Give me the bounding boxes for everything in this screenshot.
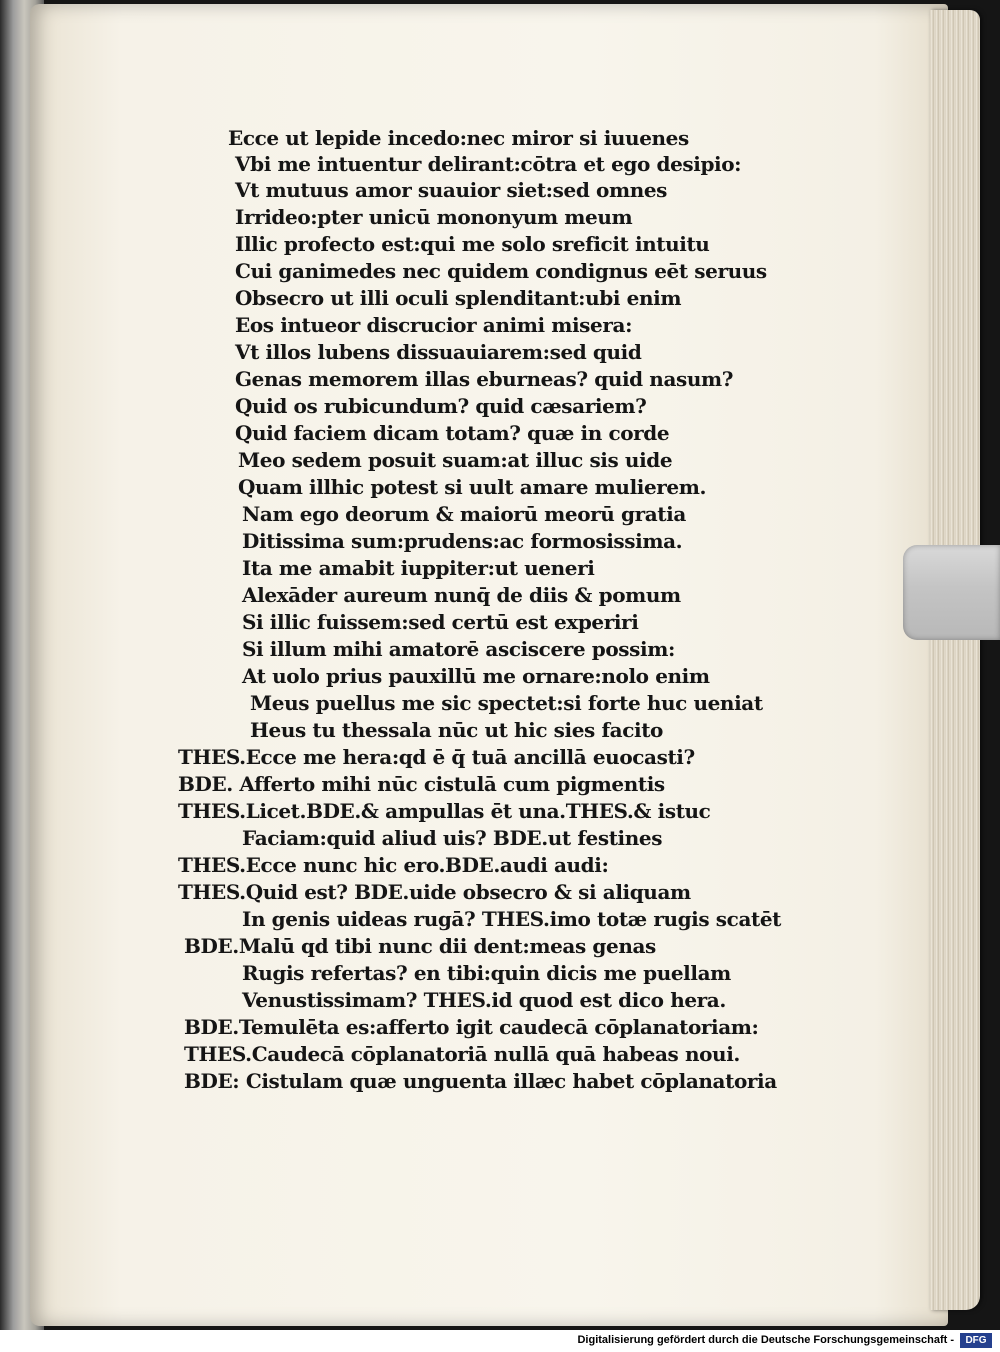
footer-bar	[0, 1330, 1000, 1352]
page-clip	[903, 545, 1000, 640]
text-line: Ita me amabit iuppiter:ut ueneri	[242, 556, 595, 580]
text-line: Alexāder aureum nunq̄ de diis & pomum	[242, 583, 681, 607]
text-line: Meo sedem posuit suam:at illuc sis uide	[238, 448, 673, 472]
text-line: Ditissima sum:prudens:ac formosissima.	[242, 529, 683, 553]
text-line: BDE.Malū qd tibi nunc dii dent:meas genas	[184, 934, 656, 958]
text-line: Quid os rubicundum? quid cæsariem?	[235, 394, 647, 418]
book-page	[30, 4, 948, 1326]
page-stack-edge	[930, 10, 980, 1310]
text-line: THES.Ecce nunc hic ero.BDE.audi audi:	[178, 853, 609, 877]
text-line: Quam illhic potest si uult amare mulierem.	[238, 475, 707, 499]
text-line: THES.Ecce me hera:qd ē q̄ tuā ancillā euocasti?	[178, 745, 695, 769]
text-line: In genis uideas rugā? THES.imo totæ rugis scatēt	[242, 907, 782, 931]
text-line: Vt illos lubens dissuauiarem:sed quid	[235, 340, 642, 364]
text-line: Heus tu thessala nūc ut hic sies facito	[250, 718, 663, 742]
text-line: THES.Quid est? BDE.uide obsecro & si aliquam	[178, 880, 691, 904]
text-line: BDE: Cistulam quæ unguenta illæc habet cōplanatoria	[184, 1069, 777, 1093]
text-line: Venustissimam? THES.id quod est dico hera.	[242, 988, 726, 1012]
text-line: Si illum mihi amatorē asciscere possim:	[242, 637, 675, 661]
text-line: Rugis refertas? en tibi:quin dicis me puellam	[242, 961, 731, 985]
text-line: Ecce ut lepide incedo:nec miror si iuuenes	[228, 126, 689, 150]
text-line: BDE.Temulēta es:afferto igit caudecā cōplanatoriam:	[184, 1015, 759, 1039]
text-line: Quid faciem dicam totam? quæ in corde	[235, 421, 670, 445]
text-line: Obsecro ut illi oculi splenditant:ubi enim	[235, 286, 682, 310]
text-line: Vt mutuus amor suauior siet:sed omnes	[235, 178, 668, 202]
text-line: THES.Caudecā cōplanatoriā nullā quā habeas noui.	[184, 1042, 740, 1066]
dfg-logo: DFG	[960, 1333, 992, 1348]
text-line: THES.Licet.BDE.& ampullas ēt una.THES.& istuc	[178, 799, 711, 823]
text-line: At uolo prius pauxillū me ornare:nolo enim	[242, 664, 710, 688]
text-line: Si illic fuissem:sed certū est experiri	[242, 610, 639, 634]
text-line: Vbi me intuentur delirant:cōtra et ego desipio:	[235, 152, 742, 176]
text-line: Genas memorem illas eburneas? quid nasum?	[235, 367, 734, 391]
text-line: BDE. Afferto mihi nūc cistulā cum pigmentis	[178, 772, 665, 796]
text-line: Eos intueor discrucior animi misera:	[235, 313, 633, 337]
text-line: Illic profecto est:qui me solo sreficit intuitu	[235, 232, 710, 256]
text-line: Cui ganimedes nec quidem condignus eēt seruus	[235, 259, 767, 283]
text-line: Meus puellus me sic spectet:si forte huc ueniat	[250, 691, 763, 715]
text-line: Irrideo:pter unicū mononyum meum	[235, 205, 633, 229]
text-line: Faciam:quid aliud uis? BDE.ut festines	[242, 826, 663, 850]
funding-credit: Digitalisierung gefördert durch die Deutsche Forschungsgemeinschaft -	[577, 1334, 954, 1346]
text-line: Nam ego deorum & maiorū meorū gratia	[242, 502, 686, 526]
